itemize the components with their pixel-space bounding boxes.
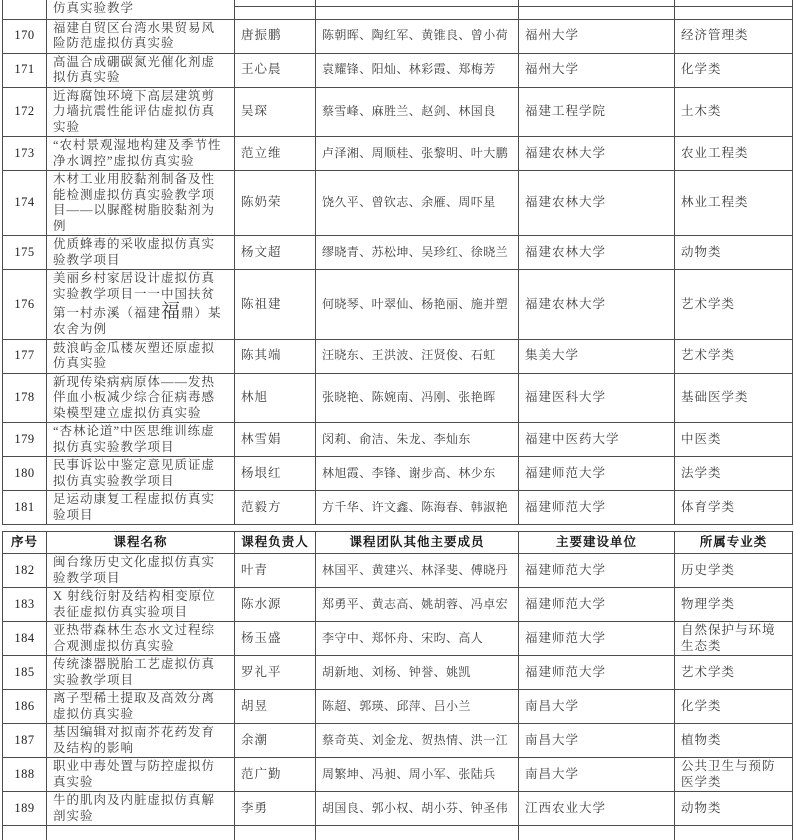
organization-cell: 福建师范大学 — [519, 457, 675, 491]
row-number-cell: 170 — [3, 19, 47, 53]
category-cell: 动物类 — [675, 236, 793, 270]
team-members-cell: 林国平、黄建兴、林泽斐、傅晓丹 — [316, 554, 519, 588]
course-leader-cell: 杨文超 — [235, 236, 316, 270]
course-name-cell: “杏林论道”中医思维训练虚拟仿真实验教学项目 — [47, 423, 235, 457]
table-row — [3, 457, 793, 491]
row-number-cell — [3, 826, 47, 840]
header-course-name: 课程名称 — [47, 532, 235, 554]
course-name-cell: 离子型稀土提取及高效分离虚拟仿真实验 — [47, 690, 235, 724]
row-number-cell: 180 — [3, 457, 47, 491]
row-number-cell: 175 — [3, 236, 47, 270]
organization-cell — [519, 6, 675, 19]
table-row — [3, 656, 793, 690]
row-number-cell: 189 — [3, 792, 47, 826]
row-number-cell — [3, 0, 47, 19]
course-name-cell — [47, 270, 235, 340]
category-cell — [675, 6, 793, 19]
course-leader-cell: 唐振鹏 — [235, 19, 316, 53]
course-name-cell: 高温合成硼碳氮光催化剂虚拟仿真实验 — [47, 53, 235, 87]
table-row — [3, 588, 793, 622]
course-name-cell: 亚热带森林生态水文过程综合观测虚拟仿真实验 — [47, 622, 235, 656]
team-members-cell — [316, 826, 519, 840]
row-number-cell: 172 — [3, 87, 47, 137]
organization-cell: 福建师范大学 — [519, 588, 675, 622]
row-number-cell: 183 — [3, 588, 47, 622]
course-name-text: 美丽乡村家居设计虚拟仿真实验教学项目一一中国扶贫第一村赤溪（福建 — [53, 271, 216, 320]
enlarged-character: 福 — [161, 301, 182, 322]
course-name-cell — [47, 826, 235, 840]
row-number-cell: 171 — [3, 53, 47, 87]
row-number-cell: 182 — [3, 554, 47, 588]
organization-cell: 南昌大学 — [519, 724, 675, 758]
category-cell: 艺术学类 — [675, 339, 793, 373]
course-name-cell: 优质蜂毒的采收虚拟仿真实验教学项目 — [47, 236, 235, 270]
row-number-cell: 178 — [3, 373, 47, 423]
course-leader-cell: 余潮 — [235, 724, 316, 758]
category-cell: 土木类 — [675, 87, 793, 137]
table-row — [3, 724, 793, 758]
organization-cell: 福建工程学院 — [519, 87, 675, 137]
team-members-cell: 张晓艳、陈婉南、冯刚、张艳晖 — [316, 373, 519, 423]
organization-cell: 福建农林大学 — [519, 270, 675, 340]
table-row — [3, 53, 793, 87]
team-members-cell: 李守中、郑怀舟、宋昀、高人 — [316, 622, 519, 656]
course-name-cell: 足运动康复工程虚拟仿真实验项目 — [47, 491, 235, 525]
course-leader-cell: 叶青 — [235, 554, 316, 588]
course-leader-cell: 范立维 — [235, 137, 316, 171]
category-cell: 艺术学类 — [675, 656, 793, 690]
organization-cell: 福建师范大学 — [519, 554, 675, 588]
category-cell: 化学类 — [675, 690, 793, 724]
team-members-cell: 胡新地、刘杨、钟誉、姚凯 — [316, 656, 519, 690]
row-number-cell: 185 — [3, 656, 47, 690]
course-name-cell: 木材工业用胶黏剂制备及性能检测虚拟仿真实验教学项目——以脲醛树脂胶黏剂为例 — [47, 171, 235, 236]
category-cell: 农业工程类 — [675, 137, 793, 171]
table-row — [3, 792, 793, 826]
table-row — [3, 373, 793, 423]
courses-table-lower — [2, 531, 793, 840]
organization-cell: 福建师范大学 — [519, 656, 675, 690]
document-page — [2, 0, 792, 840]
category-cell: 公共卫生与预防医学类 — [675, 758, 793, 792]
organization-cell: 福州大学 — [519, 19, 675, 53]
row-number-cell: 179 — [3, 423, 47, 457]
category-cell: 物理学类 — [675, 588, 793, 622]
course-name-cell: 基因编辑对拟南芥花药发育及结构的影响 — [47, 724, 235, 758]
header-no: 序号 — [3, 532, 47, 554]
table-row — [3, 236, 793, 270]
course-name-cell: 新现传染病病原体——发热伴血小板减少综合征病毒感染模型建立虚拟仿真实验 — [47, 373, 235, 423]
course-leader-cell: 李勇 — [235, 792, 316, 826]
course-name-cell: 传统漆器脱胎工艺虚拟仿真实验教学项目 — [47, 656, 235, 690]
table-row — [3, 622, 793, 656]
row-number-cell: 174 — [3, 171, 47, 236]
team-members-cell: 卢泽湘、周顺桂、张黎明、叶大鹏 — [316, 137, 519, 171]
category-cell: 历史学类 — [675, 554, 793, 588]
course-leader-cell: 陈祖建 — [235, 270, 316, 340]
team-members-cell: 闵莉、俞洁、朱龙、李灿东 — [316, 423, 519, 457]
team-members-cell: 方千华、许文鑫、陈海春、韩淑艳 — [316, 491, 519, 525]
courses-table-upper — [2, 0, 793, 525]
table-row — [3, 137, 793, 171]
course-leader-cell: 林旭 — [235, 373, 316, 423]
table-row — [3, 339, 793, 373]
organization-cell — [519, 826, 675, 840]
organization-cell: 福建师范大学 — [519, 491, 675, 525]
organization-cell: 集美大学 — [519, 339, 675, 373]
organization-cell: 福建农林大学 — [519, 236, 675, 270]
course-name-cell: 职业中毒处置与防控虚拟仿真实验 — [47, 758, 235, 792]
team-members-cell: 蔡雪峰、麻胜兰、赵剑、林国良 — [316, 87, 519, 137]
organization-cell: 江西农业大学 — [519, 792, 675, 826]
team-members-cell: 蔡奇英、刘金龙、贺热情、洪一江 — [316, 724, 519, 758]
row-number-cell: 186 — [3, 690, 47, 724]
course-leader-cell: 林雪娟 — [235, 423, 316, 457]
header-team-members: 课程团队其他主要成员 — [316, 532, 519, 554]
header-course-leader: 课程负责人 — [235, 532, 316, 554]
table-row — [3, 171, 793, 236]
row-number-cell: 173 — [3, 137, 47, 171]
team-members-cell: 陈超、郭瑛、邱萍、吕小兰 — [316, 690, 519, 724]
table-row — [3, 19, 793, 53]
course-leader-cell: 范广勤 — [235, 758, 316, 792]
course-leader-cell — [235, 826, 316, 840]
header-organization: 主要建设单位 — [519, 532, 675, 554]
course-name-text: 鼎）某农舍为例 — [53, 306, 222, 336]
team-members-cell: 陈朝晖、陶红军、黄锥良、曾小荷 — [316, 19, 519, 53]
organization-cell: 福建农林大学 — [519, 171, 675, 236]
team-members-cell: 何晓琴、叶翠仙、杨艳丽、施并塑 — [316, 270, 519, 340]
course-leader-cell: 陈奶荣 — [235, 171, 316, 236]
organization-cell: 福建农林大学 — [519, 137, 675, 171]
row-number-cell: 177 — [3, 339, 47, 373]
course-name-cell: 福建自贸区台湾水果贸易风险防范虚拟仿真实验 — [47, 19, 235, 53]
organization-cell: 南昌大学 — [519, 758, 675, 792]
table-row-cutoff — [3, 826, 793, 840]
course-leader-cell: 陈水源 — [235, 588, 316, 622]
course-leader-cell: 吴琛 — [235, 87, 316, 137]
category-cell: 基础医学类 — [675, 373, 793, 423]
category-cell: 自然保护与环境生态类 — [675, 622, 793, 656]
course-name-cell: 民事诉讼中鉴定意见质证虚拟仿真实验教学项目 — [47, 457, 235, 491]
course-leader-cell: 胡昱 — [235, 690, 316, 724]
course-name-cell: 闽台缘历史文化虚拟仿真实验教学项目 — [47, 554, 235, 588]
course-leader-cell: 范毅方 — [235, 491, 316, 525]
table-row — [3, 423, 793, 457]
team-members-cell — [316, 6, 519, 19]
course-leader-cell: 杨玉盛 — [235, 622, 316, 656]
table-row — [3, 87, 793, 137]
category-cell: 动物类 — [675, 792, 793, 826]
table-row — [3, 270, 793, 340]
row-number-cell: 187 — [3, 724, 47, 758]
table-header-row — [3, 532, 793, 554]
course-leader-cell — [235, 6, 316, 19]
category-cell: 法学类 — [675, 457, 793, 491]
table-row — [3, 758, 793, 792]
team-members-cell: 汪晓东、王洪波、汪贤俊、石虹 — [316, 339, 519, 373]
category-cell: 艺术学类 — [675, 270, 793, 340]
row-number-cell: 184 — [3, 622, 47, 656]
team-members-cell: 缪晓青、苏松坤、吴珍红、徐晓兰 — [316, 236, 519, 270]
organization-cell: 福建中医药大学 — [519, 423, 675, 457]
course-leader-cell: 罗礼平 — [235, 656, 316, 690]
category-cell: 中医类 — [675, 423, 793, 457]
organization-cell: 南昌大学 — [519, 690, 675, 724]
team-members-cell: 饶久平、曾钦志、余雁、周吓星 — [316, 171, 519, 236]
course-leader-cell: 陈其端 — [235, 339, 316, 373]
category-cell: 植物类 — [675, 724, 793, 758]
team-members-cell: 郑勇平、黄志高、姚胡蓉、冯卓宏 — [316, 588, 519, 622]
table-row — [3, 690, 793, 724]
table-row — [3, 554, 793, 588]
row-number-cell: 176 — [3, 270, 47, 340]
course-leader-cell: 王心晨 — [235, 53, 316, 87]
row-number-cell: 181 — [3, 491, 47, 525]
course-name-cell: “农村景观湿地构建及季节性净水调控”虚拟仿真实验 — [47, 137, 235, 171]
category-cell: 林业工程类 — [675, 171, 793, 236]
course-name-cell: 近海腐蚀环境下高层建筑剪力墙抗震性能评估虚拟仿真实验 — [47, 87, 235, 137]
header-category: 所属专业类 — [675, 532, 793, 554]
category-cell: 经济管理类 — [675, 19, 793, 53]
course-name-cell: 仿真实验教学 — [47, 0, 235, 19]
organization-cell: 福建医科大学 — [519, 373, 675, 423]
course-name-cell: 鼓浪屿金瓜楼灰塑还原虚拟仿真实验 — [47, 339, 235, 373]
team-members-cell: 林旭霞、李锋、谢步高、林少东 — [316, 457, 519, 491]
row-number-cell: 188 — [3, 758, 47, 792]
table-row — [3, 491, 793, 525]
category-cell: 体育学类 — [675, 491, 793, 525]
team-members-cell: 袁耀锋、阳灿、林彩霞、郑梅芳 — [316, 53, 519, 87]
course-name-cell: X 射线衍射及结构相变原位表征虚拟仿真实验项目 — [47, 588, 235, 622]
course-leader-cell: 杨垠红 — [235, 457, 316, 491]
category-cell — [675, 826, 793, 840]
organization-cell: 福建师范大学 — [519, 622, 675, 656]
team-members-cell: 周繁坤、冯昶、周小军、张陆兵 — [316, 758, 519, 792]
organization-cell: 福州大学 — [519, 53, 675, 87]
category-cell: 化学类 — [675, 53, 793, 87]
course-name-cell: 牛的肌肉及内脏虚拟仿真解剖实验 — [47, 792, 235, 826]
team-members-cell: 胡国良、郭小权、胡小芬、钟圣伟 — [316, 792, 519, 826]
